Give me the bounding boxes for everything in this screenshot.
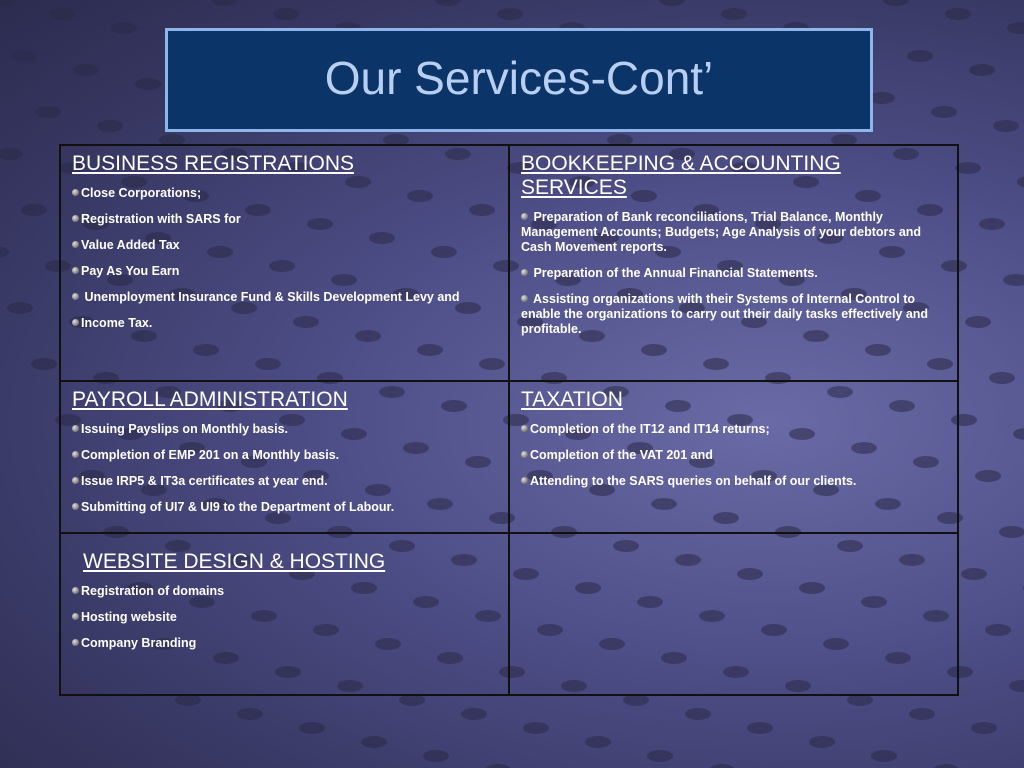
background-dot xyxy=(97,120,123,132)
list-item: Issuing Payslips on Monthly basis. xyxy=(72,422,498,437)
background-dot xyxy=(909,708,935,720)
background-dot xyxy=(975,470,1001,482)
cell-heading: WEBSITE DESIGN & HOSTING xyxy=(83,550,386,573)
title-box xyxy=(165,28,873,132)
bullet-icon xyxy=(72,587,79,594)
background-dot xyxy=(135,78,161,90)
background-dot xyxy=(871,750,897,762)
background-dot xyxy=(647,750,673,762)
list-item: Pay As You Earn xyxy=(72,264,498,279)
background-dot xyxy=(361,736,387,748)
list-item: Unemployment Insurance Fund & Skills Development Levy and xyxy=(72,290,498,305)
background-dot xyxy=(0,0,13,6)
cell-heading: BUSINESS REGISTRATIONS xyxy=(72,152,354,175)
background-dot xyxy=(985,624,1011,636)
list-item: Income Tax. xyxy=(72,316,498,331)
background-dot xyxy=(35,106,61,118)
background-dot xyxy=(485,764,511,768)
background-dot xyxy=(523,722,549,734)
table-row xyxy=(60,381,958,533)
list-item: Close Corporations; xyxy=(72,186,498,201)
background-dot xyxy=(907,50,933,62)
background-dot xyxy=(933,764,959,768)
list-item: Registration with SARS for xyxy=(72,212,498,227)
background-dot xyxy=(709,764,735,768)
cell-empty xyxy=(509,533,958,695)
background-dot xyxy=(11,50,37,62)
background-dot xyxy=(979,218,1005,230)
background-dot xyxy=(971,722,997,734)
bullet-icon xyxy=(72,477,79,484)
background-dot xyxy=(7,302,33,314)
bullet-icon xyxy=(521,477,528,484)
bullet-icon xyxy=(72,319,79,326)
background-dot xyxy=(423,750,449,762)
bullet-icon xyxy=(521,269,528,276)
bullet-icon xyxy=(72,503,79,510)
bullet-icon xyxy=(72,241,79,248)
bullet-icon xyxy=(72,639,79,646)
background-dot xyxy=(993,120,1019,132)
background-dot xyxy=(211,0,237,6)
background-dot xyxy=(497,8,523,20)
cell-heading: PAYROLL ADMINISTRATION xyxy=(72,388,348,411)
bullet-icon xyxy=(521,213,528,220)
background-dot xyxy=(273,8,299,20)
list-item: Attending to the SARS queries on behalf of our clients. xyxy=(521,474,947,489)
background-dot xyxy=(961,568,987,580)
background-dot xyxy=(299,722,325,734)
background-dot xyxy=(659,0,685,6)
bullet-icon xyxy=(521,451,528,458)
cell-bookkeeping-accounting xyxy=(509,145,958,381)
list-item: Completion of EMP 201 on a Monthly basis. xyxy=(72,448,498,463)
background-dot xyxy=(721,8,747,20)
bullet-icon xyxy=(521,425,528,432)
list-item: Registration of domains xyxy=(72,584,498,599)
background-dot xyxy=(73,64,99,76)
cell-taxation xyxy=(509,381,958,533)
bullet-icon xyxy=(521,295,528,302)
background-dot xyxy=(1009,680,1024,692)
background-dot xyxy=(237,708,263,720)
background-dot xyxy=(21,204,47,216)
cell-website-design-hosting xyxy=(60,533,509,695)
bullet-icon xyxy=(72,451,79,458)
background-dot xyxy=(685,708,711,720)
services-table xyxy=(59,144,959,696)
background-dot xyxy=(435,0,461,6)
list-item: Completion of the IT12 and IT14 returns; xyxy=(521,422,947,437)
background-dot xyxy=(1003,274,1024,286)
cell-payroll-administration xyxy=(60,381,509,533)
list-item: Value Added Tax xyxy=(72,238,498,253)
background-dot xyxy=(1013,428,1024,440)
slide-title: Our Services-Cont’ xyxy=(324,52,714,104)
bullet-icon xyxy=(72,215,79,222)
list-item: Hosting website xyxy=(72,610,498,625)
background-dot xyxy=(999,526,1024,538)
background-dot xyxy=(989,372,1015,384)
background-dot xyxy=(969,64,995,76)
background-dot xyxy=(883,0,909,6)
background-dot xyxy=(809,736,835,748)
background-dot xyxy=(585,736,611,748)
background-dot xyxy=(31,358,57,370)
background-dot xyxy=(461,708,487,720)
background-dot xyxy=(0,148,23,160)
background-dot xyxy=(1007,22,1024,34)
background-dot xyxy=(1017,176,1024,188)
background-dot xyxy=(747,722,773,734)
cell-business-registrations xyxy=(60,145,509,381)
table-row xyxy=(60,145,958,381)
bullet-icon xyxy=(72,267,79,274)
list-item: Preparation of the Annual Financial Statements. xyxy=(521,266,947,281)
cell-heading: TAXATION xyxy=(521,388,623,411)
bullet-icon xyxy=(72,425,79,432)
background-dot xyxy=(931,106,957,118)
table-row xyxy=(60,533,958,695)
list-item: Company Branding xyxy=(72,636,498,651)
cell-heading: BOOKKEEPING & ACCOUNTING SERVICES xyxy=(521,152,841,199)
list-item: Completion of the VAT 201 and xyxy=(521,448,947,463)
bullet-icon xyxy=(72,293,79,300)
list-item: Submitting of UI7 & UI9 to the Department of Labour. xyxy=(72,500,498,515)
background-dot xyxy=(945,8,971,20)
list-item: Issue IRP5 & IT3a certificates at year end. xyxy=(72,474,498,489)
background-dot xyxy=(111,22,137,34)
background-dot xyxy=(49,8,75,20)
list-item: Assisting organizations with their Systems of Internal Control to enable the organizations to carry out their daily tasks effectively and profitable. xyxy=(521,292,929,336)
bullet-icon xyxy=(72,613,79,620)
background-dot xyxy=(965,316,991,328)
list-item: Preparation of Bank reconciliations, Trial Balance, Monthly Management Accounts; Budgets; Age Analysis of your debtors and Cash Movement reports. xyxy=(521,210,922,254)
background-dot xyxy=(0,246,9,258)
bullet-icon xyxy=(72,189,79,196)
